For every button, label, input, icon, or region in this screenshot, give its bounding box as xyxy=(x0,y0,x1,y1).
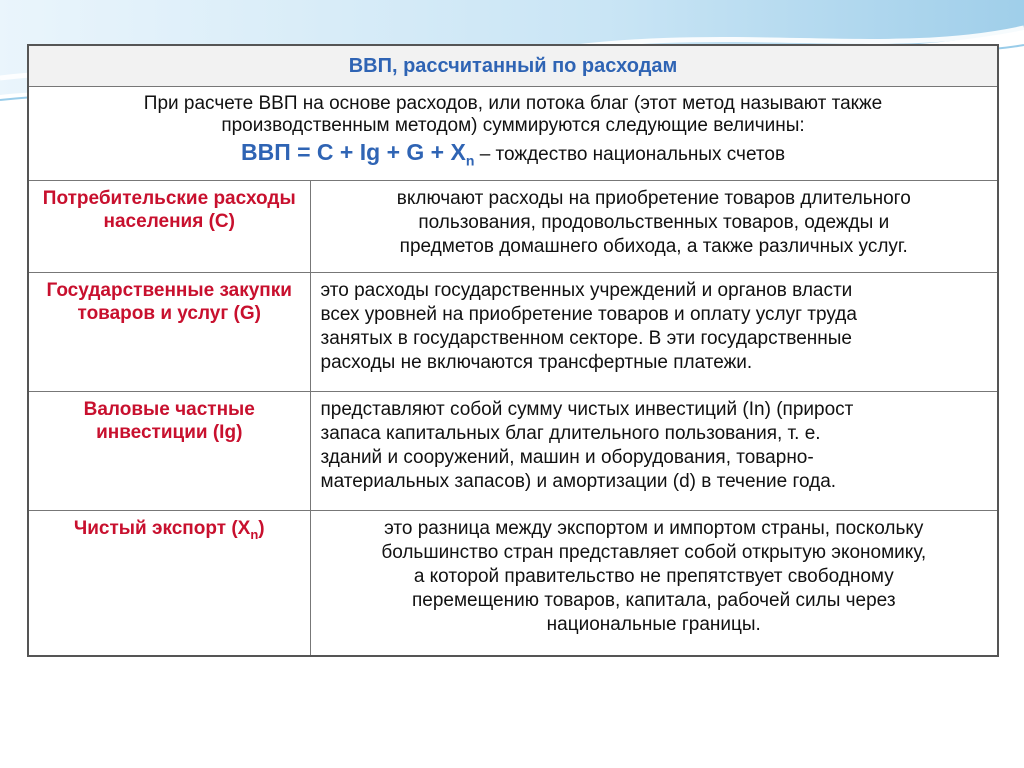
intro-cell xyxy=(28,87,998,181)
title-row xyxy=(28,45,998,87)
desc-line: запаса капитальных благ длительного пользования, т. е. xyxy=(320,422,821,444)
desc-investment xyxy=(310,391,998,510)
formula-note: – тождество национальных счетов xyxy=(474,144,786,165)
gdp-expenditure-table xyxy=(27,44,999,657)
desc-line: представляют собой сумму чистых инвестиций (In) (прирост xyxy=(320,398,854,420)
table-title: ВВП, рассчитанный по расходам xyxy=(28,45,998,87)
table-row xyxy=(28,272,998,391)
desc-line: национальные границы. xyxy=(546,613,761,635)
table-row xyxy=(28,510,998,656)
term-government: Государственные закупки товаров и услуг (G) xyxy=(28,272,310,391)
desc-line: перемещению товаров, капитала, рабочей силы через xyxy=(411,589,896,611)
desc-line: занятых в государственном секторе. В эти государственные xyxy=(320,327,852,349)
intro-line-2: производственным методом) суммируются следующие величины: xyxy=(221,115,805,136)
term-consumption: Потребительские расходы населения (С) xyxy=(28,180,310,272)
desc-line: предметов домашнего обихода, а также различных услуг. xyxy=(399,235,908,257)
net-export-end: ) xyxy=(258,517,265,539)
desc-line: пользования, продовольственных товаров, одежды и xyxy=(418,211,890,233)
table-row xyxy=(28,391,998,510)
intro-row xyxy=(28,87,998,181)
desc-line: а которой правительство не препятствует свободному xyxy=(413,565,894,587)
desc-line: материальных запасов) и амортизации (d) в течение года. xyxy=(320,470,837,492)
desc-line: большинство стран представляет собой открытую экономику, xyxy=(381,541,927,563)
term-net-export xyxy=(28,510,310,656)
desc-line: зданий и сооружений, машин и оборудования, товарно- xyxy=(320,446,814,468)
desc-line: это разница между экспортом и импортом страны, поскольку xyxy=(384,517,924,539)
net-export-main: Чистый экспорт (X xyxy=(73,517,251,539)
net-export-sub: n xyxy=(250,526,259,542)
gdp-table-container xyxy=(27,44,997,657)
gdp-formula-sub: n xyxy=(465,152,475,169)
desc-consumption xyxy=(310,180,998,272)
desc-line: это расходы государственных учреждений и органов власти xyxy=(320,279,853,301)
desc-government xyxy=(310,272,998,391)
table-row xyxy=(28,180,998,272)
desc-net-export xyxy=(310,510,998,656)
gdp-formula xyxy=(240,139,475,169)
desc-line: всех уровней на приобретение товаров и оплату услуг труда xyxy=(320,303,857,325)
formula-line xyxy=(41,141,985,172)
desc-line: включают расходы на приобретение товаров длительного xyxy=(396,187,911,209)
intro-line-1: При расчете ВВП на основе расходов, или потока благ (этот метод называют также xyxy=(143,93,883,114)
gdp-formula-main: ВВП = С + Ig + G + X xyxy=(240,139,466,165)
desc-line: расходы не включаются трансфертные платежи. xyxy=(320,351,753,373)
term-investment: Валовые частные инвестиции (Ig) xyxy=(28,391,310,510)
